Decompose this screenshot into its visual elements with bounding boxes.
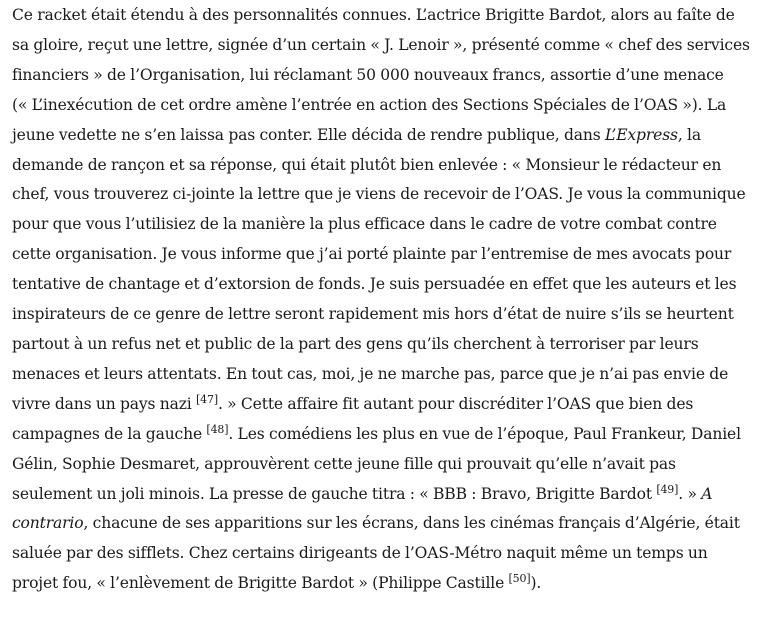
publication-title: L’Express — [604, 125, 678, 144]
text-line-2: sa gloire, reçut une lettre, signée d’un certain « J. Lenoir », présenté comme « chef des services — [12, 35, 750, 54]
italic-text: contrario — [12, 514, 84, 533]
text-line-1: Ce racket était étendu à des personnalités connues. L’actrice Brigitte Bardot, alors au faîte de — [12, 6, 735, 24]
italic-text: A — [701, 484, 713, 503]
text-line-8: pour que vous l’utilisiez de la manière la plus efficace dans le cadre de votre combat contre — [12, 215, 717, 234]
text-line-17: seulement un joli minois. La presse de gauche titra : « BBB : Bravo, Brigitte Bardot [49]. » A — [12, 482, 713, 503]
text-line-18: contrario, chacune de ses apparitions sur les écrans, dans les cinémas français d’Algérie, était — [12, 514, 740, 533]
footnote-ref-50[interactable]: [50] — [508, 572, 531, 586]
text-line-3: financiers » de l’Organisation, lui réclamant 50 000 nouveaux francs, assortie d’une menace — [12, 65, 724, 84]
text-line-16: Gélin, Sophie Desmaret, approuvèrent cette jeune fille qui prouvait qu’elle n’avait pas — [12, 454, 676, 473]
text-line-10: tentative de chantage et d’extorsion de fonds. Je suis persuadée en effet que les auteurs et les — [12, 275, 737, 294]
text-line-7: chef, vous trouverez ci-jointe la lettre que je viens de recevoir de l’OAS. Je vous la communique — [12, 185, 746, 204]
text-paragraph — [12, 1, 766, 599]
footnote-ref-47[interactable]: [47] — [196, 392, 218, 406]
text-line-19: saluée par des sifflets. Chez certains dirigeants de l’OAS-Métro naquit même un temps un — [12, 544, 708, 563]
text-line-20: projet fou, « l’enlèvement de Brigitte Bardot » (Philippe Castille [50]). — [12, 572, 542, 593]
footnote-ref-48[interactable]: [48] — [206, 422, 229, 436]
text-line-5: jeune vedette ne s’en laissa pas conter. Elle décida de rendre publique, dans L’Express, la — [12, 125, 702, 144]
text-line-15: campagnes de la gauche [48]. Les comédiens les plus en vue de l’époque, Paul Frankeur, Daniel — [12, 422, 741, 443]
text-line-13: menaces et leurs attentats. En tout cas, moi, je ne marche pas, parce que je n’ai pas envie de — [12, 364, 729, 383]
text-line-12: partout à un refus net et public de la part des gens qu’ils cherchent à terroriser par leurs — [12, 334, 699, 353]
text-line-9: cette organisation. Je vous informe que j’ai porté plainte par l’entremise de mes avocats pour — [12, 245, 732, 264]
text-line-11: inspirateurs de ce genre de lettre seront rapidement mis hors d’état de nuire s’ils se heurtent — [12, 305, 734, 324]
footnote-ref-49[interactable]: [49] — [656, 482, 679, 496]
text-line-4: (« L’inexécution de cet ordre amène l’entrée en action des Sections Spéciales de l’OAS »). La — [12, 95, 727, 114]
text-line-14: vivre dans un pays nazi [47]. » Cette affaire fit autant pour discréditer l’OAS que bien des — [12, 392, 694, 413]
text-line-6: demande de rançon et sa réponse, qui était plutôt bien enlevée : « Monsieur le rédacteur en — [12, 155, 722, 174]
